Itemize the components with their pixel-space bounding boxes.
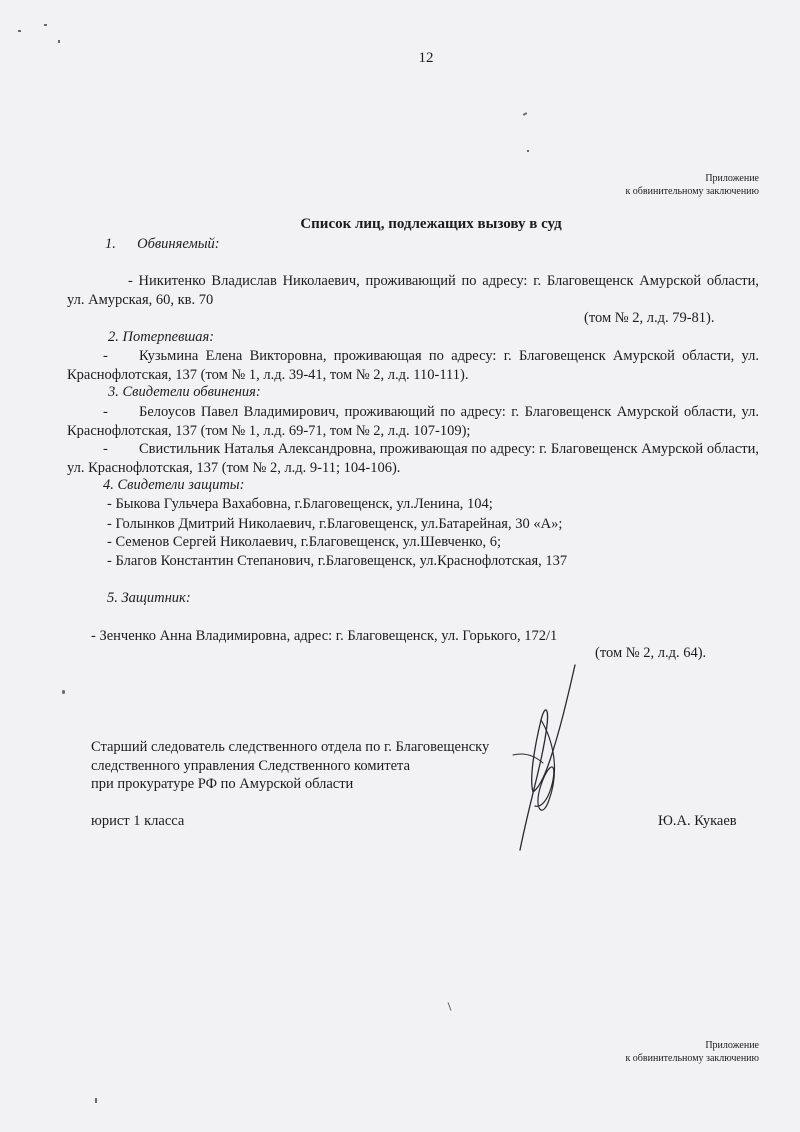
scan-speck — [523, 112, 527, 116]
signature-title-line-1: Старший следователь следственного отдела по г. Благовещенску — [91, 739, 490, 755]
handwritten-signature — [505, 660, 595, 860]
scan-speck — [18, 30, 21, 32]
annex-label-top — [625, 172, 759, 198]
scan-speck — [447, 1002, 451, 1011]
signature-rank: юрист 1 класса — [91, 813, 185, 829]
defense-witness-1: - Быкова Гульчера Вахабовна, г.Благовещенск, ул.Ленина, 104; — [107, 496, 493, 512]
defense-witness-4: - Благов Константин Степанович, г.Благовещенск, ул.Краснофлотская, 137 — [107, 553, 568, 569]
defender-case-ref: (том № 2, л.д. 64). — [595, 645, 707, 661]
document-title: Список лиц, подлежащих вызову в суд — [300, 216, 562, 232]
accused-case-ref: (том № 2, л.д. 79-81). — [584, 310, 715, 326]
annex-label-bottom — [625, 1039, 759, 1065]
annex-line-1: Приложение — [705, 1040, 759, 1051]
accused-entry: - Никитенко Владислав Николаевич, проживающий по адресу: г. Благовещенск Амурской области, ул. Амурская, 60, кв. 70 — [67, 273, 759, 308]
list-dash: - — [103, 348, 108, 364]
section-victim-heading: 2. Потерпевшая: — [108, 329, 215, 345]
prosecution-witness-1 — [67, 403, 759, 441]
list-dash: - — [103, 404, 108, 420]
scan-speck — [62, 690, 65, 694]
signature-title-line-3: при прокуратуре РФ по Амурской области — [91, 776, 354, 792]
section-defender-heading: 5. Защитник: — [107, 590, 191, 606]
section-number: 1. — [105, 236, 116, 252]
witness-text: Белоусов Павел Владимирович, проживающий по адресу: г. Благовещенск Амурской области, ул. Краснофлотская, 137 (том № 1, л.д. 69-71, том № 2, л.д. 107-109); — [67, 404, 759, 439]
section-defense-witnesses-heading: 4. Свидетели защиты: — [103, 477, 245, 493]
scan-speck — [58, 40, 60, 43]
annex-line-1: Приложение — [705, 173, 759, 184]
list-dash: - — [103, 441, 108, 457]
defender-entry: - Зенченко Анна Владимировна, адрес: г. Благовещенск, ул. Горького, 172/1 — [91, 628, 558, 644]
witness-text: Свистильник Наталья Александровна, проживающая по адресу: г. Благовещенск Амурской области, ул. Краснофлотская, 137 (том № 2, л.д. 9-11; 104-106). — [67, 441, 759, 476]
scan-speck — [95, 1098, 97, 1103]
section-accused-heading — [105, 236, 220, 253]
annex-line-2: к обвинительному заключению — [625, 1053, 759, 1064]
annex-line-2: к обвинительному заключению — [625, 186, 759, 197]
scan-speck — [527, 150, 529, 152]
page-number: 12 — [418, 50, 434, 66]
victim-entry — [67, 347, 759, 385]
signature-name: Ю.А. Кукаев — [658, 813, 737, 829]
victim-text: Кузьмина Елена Викторовна, проживающая по адресу: г. Благовещенск Амурской области, ул. Краснофлотская, 137 (том № 1, л.д. 39-41, том № 2, л.д. 110-111). — [67, 348, 759, 383]
defense-witness-3: - Семенов Сергей Николаевич, г.Благовещенск, ул.Шевченко, 6; — [107, 534, 502, 550]
scan-speck — [44, 24, 47, 26]
section-prosecution-witnesses-heading: 3. Свидетели обвинения: — [108, 384, 261, 400]
prosecution-witness-2 — [67, 440, 759, 478]
section-heading-text: Обвиняемый: — [137, 236, 220, 252]
signature-title-line-2: следственного управления Следственного комитета — [91, 758, 410, 774]
defense-witness-2: - Голынков Дмитрий Николаевич, г.Благовещенск, ул.Батарейная, 30 «А»; — [107, 516, 563, 532]
